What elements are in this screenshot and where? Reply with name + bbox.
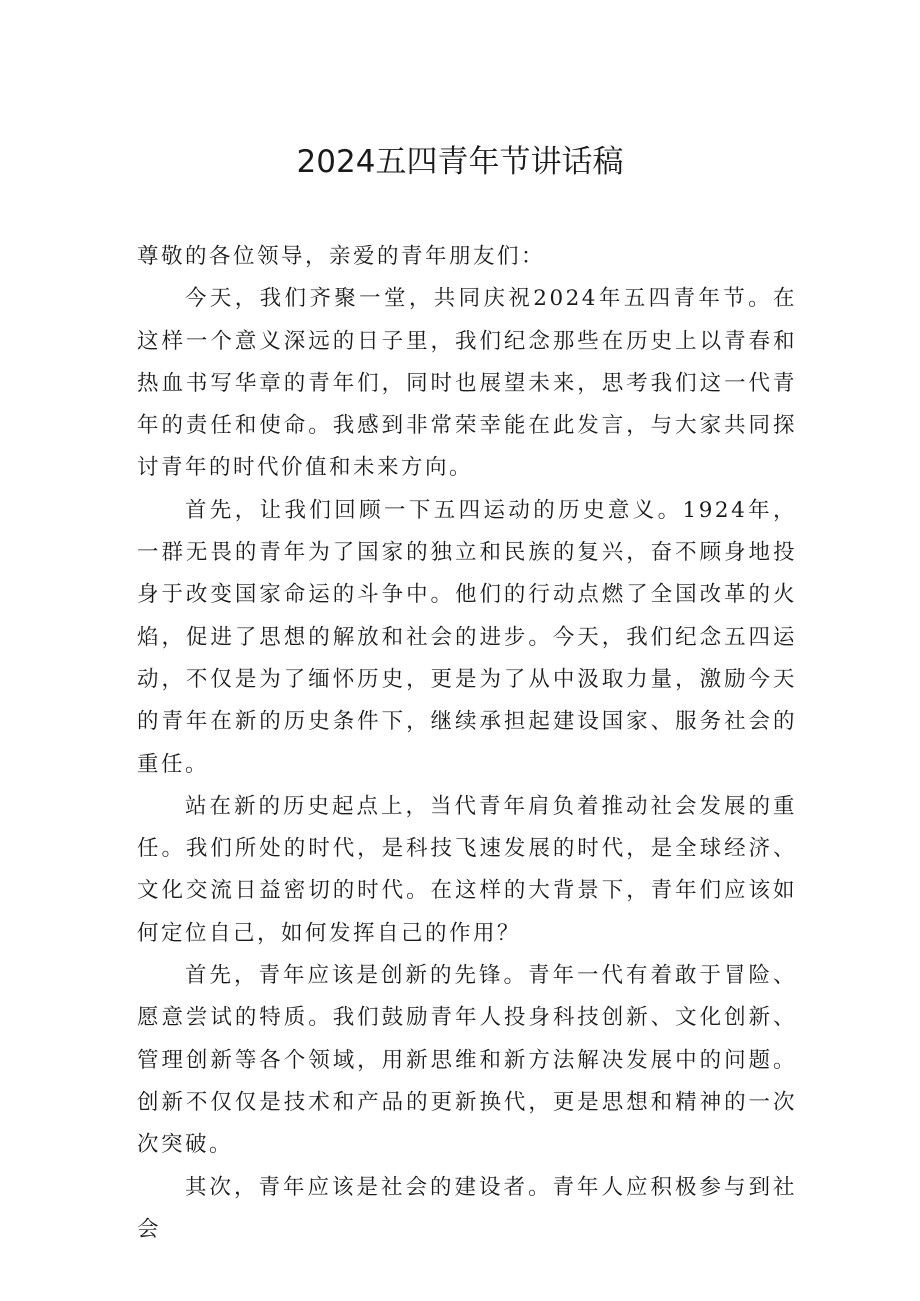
paragraph-3: 站在新的历史起点上，当代青年肩负着推动社会发展的重任。我们所处的时代，是科技飞速发展的时代，是全球经济、文化交流日益密切的时代。在这样的大背景下，青年们应该如何定位自己，如何发挥自己的作用？ xyxy=(137,793,797,946)
paragraph-1: 今天，我们齐聚一堂，共同庆祝2024年五四青年节。在这样一个意义深远的日子里，我们纪念那些在历史上以青春和热血书写华章的青年们，同时也展望未来，思考我们这一代青年的责任和使命。我感到非常荣幸能在此发言，与大家共同探讨青年的时代价值和未来方向。 xyxy=(137,286,797,481)
document-title: 2024五四青年节讲话稿 xyxy=(296,144,624,180)
document-body xyxy=(137,236,797,1251)
paragraph-5: 其次，青年应该是社会的建设者。青年人应积极参与到社会 xyxy=(137,1174,797,1242)
greeting-line: 尊敬的各位领导，亲爱的青年朋友们： xyxy=(137,244,546,269)
paragraph-2: 首先，让我们回顾一下五四运动的历史意义。1924年，一群无畏的青年为了国家的独立和民族的复兴，奋不顾身地投身于改变国家命运的斗争中。他们的行动点燃了全国改革的火焰，促进了思想的解放和社会的进步。今天，我们纪念五四运动，不仅是为了缅怀历史，更是为了从中汲取力量，激励今天的青年在新的历史条件下，继续承担起建设国家、服务社会的重任。 xyxy=(137,497,797,777)
paragraph-4: 首先，青年应该是创新的先锋。青年一代有着敢于冒险、愿意尝试的特质。我们鼓励青年人投身科技创新、文化创新、管理创新等各个领域，用新思维和新方法解决发展中的问题。创新不仅仅是技术和产品的更新换代，更是思想和精神的一次次突破。 xyxy=(137,963,797,1158)
